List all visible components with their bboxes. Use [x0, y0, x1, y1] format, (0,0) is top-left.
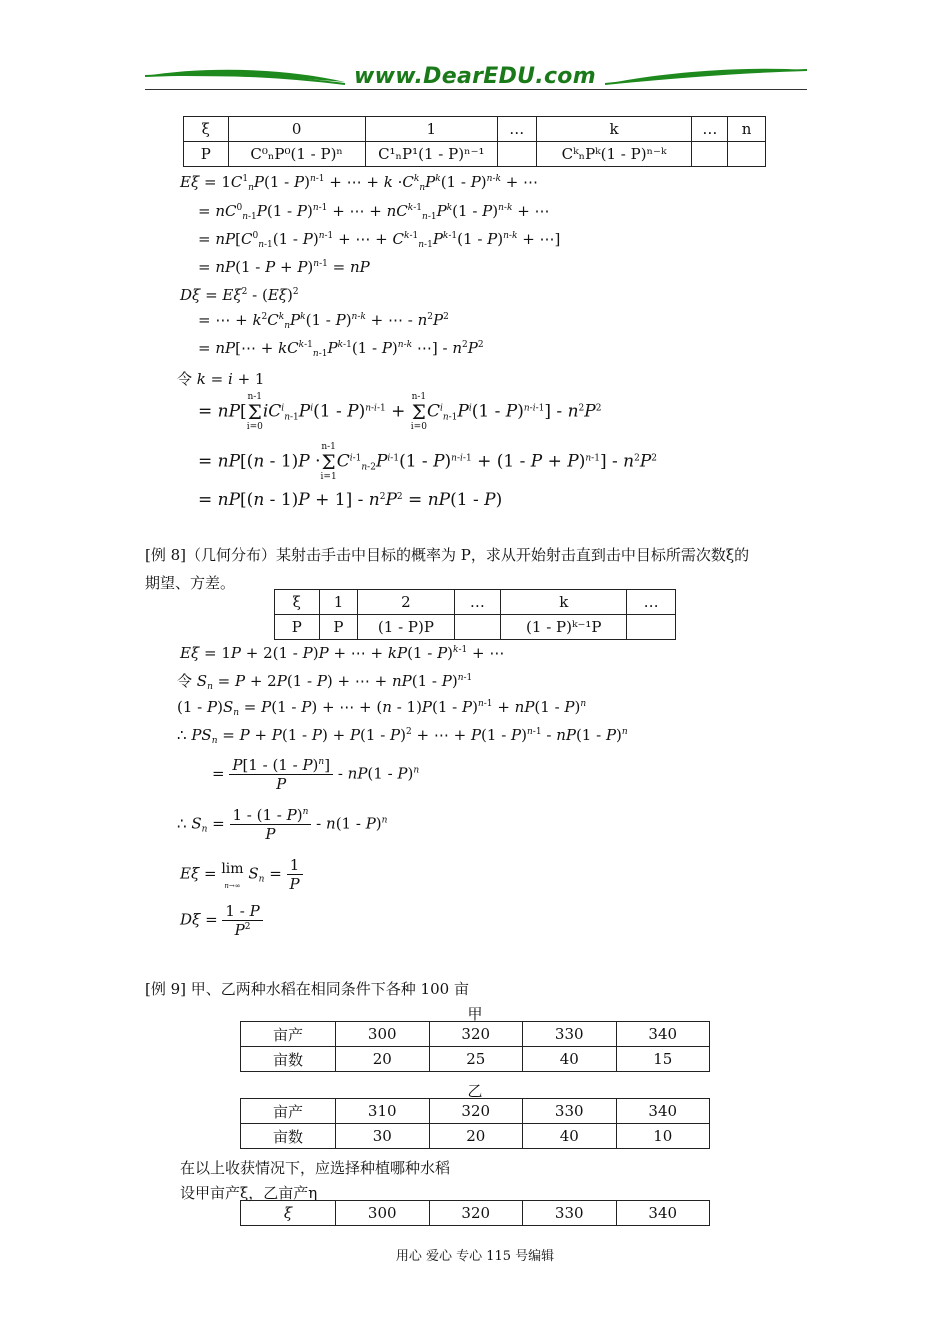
table-cell: 330 [523, 1022, 617, 1047]
rice-yi-table [240, 1098, 710, 1149]
table-cell: C⁰ₙP⁰(1 - P)ⁿ [228, 142, 365, 167]
table-row [241, 1124, 710, 1149]
table-cell: 340 [616, 1201, 710, 1226]
table-cell: 330 [523, 1099, 617, 1124]
table-row [241, 1022, 710, 1047]
table-cell: 300 [336, 1201, 430, 1226]
table-cell: P [184, 142, 229, 167]
formula-line: Eξ = lim n→∞ $S_n$ = $\frac{1}{P}$ [180, 856, 303, 893]
table-cell [692, 142, 728, 167]
table-cell: … [627, 590, 676, 615]
table-row [275, 590, 676, 615]
table-row [241, 1201, 710, 1226]
table-cell: ξ [275, 590, 320, 615]
table-cell: 40 [523, 1124, 617, 1149]
formula-line: 令 k = i + 1 [177, 370, 265, 388]
header-rule [145, 89, 807, 90]
table-cell: P [319, 615, 358, 640]
formula-line: $(1 - P)S_n = P(1 - P)$ + ⋯ + (n - 1)P(1 - P)$^{n-1}$ + nP(1 - P)$^n$ [177, 698, 587, 718]
table-cell: 1 [319, 590, 358, 615]
table-cell: … [692, 117, 728, 142]
table-cell: 340 [616, 1022, 710, 1047]
rice-xi-table [240, 1200, 710, 1226]
table-cell: 300 [336, 1022, 430, 1047]
table-cell: 亩产 [241, 1022, 336, 1047]
table-caption-jia: 甲 [467, 1005, 483, 1023]
table-cell: 亩数 [241, 1047, 336, 1072]
formula-line: $D\xi = E\xi^2 - (E\xi)^2$ [180, 286, 299, 304]
table-cell [497, 142, 536, 167]
example-8-title-cont: 期望、方差。 [145, 574, 236, 592]
table-cell: C¹ₙP¹(1 - P)ⁿ⁻¹ [365, 142, 497, 167]
table-cell: 亩数 [241, 1124, 336, 1149]
formula-line: Dξ = $\frac{1 - P}{P^2}$ [180, 902, 263, 939]
table-cell: 320 [429, 1201, 523, 1226]
table-cell: P [275, 615, 320, 640]
table-caption-yi: 乙 [467, 1082, 483, 1100]
table-cell [627, 615, 676, 640]
formula-line: = $nC^0_{n-1}P(1 - P)^{n-1}$ + ⋯ + $nC^{k-1}_{n-1}P^k(1 - P)^{n-k}$ + ⋯ [198, 202, 550, 222]
table-cell: … [497, 117, 536, 142]
example-9-question: 在以上收获情况下，应选择种植哪种水稻 [180, 1159, 451, 1177]
example-8-title: [例 8]（几何分布）某射击手击中目标的概率为 P，求从开始射击直到击中目标所需次数ξ的 [145, 546, 750, 564]
table-cell: 2 [358, 590, 454, 615]
formula-line: = nP[(n - 1)P ·n-1 Σ $i=1C^{i-1}_{n-2}P^{i-1}(1 - P)^{n-i-1} + (1 - P + P)^{n-1}] - n^2P^2$ [198, 442, 657, 482]
table-cell: (1 - P)P [358, 615, 454, 640]
geometric-table [274, 589, 676, 640]
table-cell [728, 142, 766, 167]
table-cell: 10 [616, 1124, 710, 1149]
table-cell: ξ [241, 1201, 336, 1226]
formula-line: = ⋯ + $k^2C^k_nP^k(1 - P)^{n-k}$ + ⋯ - $n^2P^2$ [198, 311, 449, 331]
table-cell: 1 [365, 117, 497, 142]
formula-line: = nP[⋯ + $kC^{k-1}_{n-1}P^{k-1}(1 - P)^{n-k}$ ⋯] - $n^2P^2$ [198, 339, 484, 359]
table-row [184, 142, 766, 167]
table-cell: … [454, 590, 501, 615]
formula-line: ∴ $PS_n = P + P(1 - P) + P(1 - P)^2$ + ⋯ + P(1 - P)$^{n-1}$ - nP(1 - P)$^n$ [177, 726, 628, 746]
table-cell: 0 [228, 117, 365, 142]
table-cell: 20 [336, 1047, 430, 1072]
table-row [241, 1047, 710, 1072]
table-row [241, 1099, 710, 1124]
table-cell: (1 - P)ᵏ⁻¹P [501, 615, 627, 640]
table-cell: ξ [184, 117, 229, 142]
formula-line: = nP[n-1 Σ $i=0iC^i_{n-1}P^i(1 - P)^{n-i-1} + n-1$ Σ $i=0C^i_{n-1}P^i(1 - P)^{n-i-1}] - n^2P^2$ [198, 392, 602, 432]
table-cell: 20 [429, 1124, 523, 1149]
table-row [275, 615, 676, 640]
formula-line: = $nP[C^0_{n-1}(1 - P)^{n-1}$ + ⋯ + $C^{k-1}_{n-1}P^{k-1}(1 - P)^{n-k}$ + ⋯] [198, 230, 561, 250]
site-logo[interactable]: www.DearEDU.com [354, 64, 596, 89]
table-cell: 310 [336, 1099, 430, 1124]
formula-line: = $\frac{P[1 - (1 - P)^n]}{P}$ - nP(1 - P)$^n$ [212, 756, 420, 793]
formula-line: ∴ $S_n$ = $\frac{1 - (1 - P)^n}{P}$ - n(1 - P)$^n$ [177, 806, 388, 843]
binomial-table [183, 116, 766, 167]
formula-line: Eξ = 1P + 2(1 - P)P + ⋯ + kP(1 - P)$^{k-1}$ + ⋯ [180, 644, 505, 662]
table-cell [454, 615, 501, 640]
formula-line: = $nP(1 - P + P)^{n-1}$ = nP [198, 258, 370, 276]
table-cell: 330 [523, 1201, 617, 1226]
rice-jia-table [240, 1021, 710, 1072]
table-cell: 340 [616, 1099, 710, 1124]
table-row [184, 117, 766, 142]
formula-line: 令 $S_n = P + 2P(1 - P)$ + ⋯ + nP(1 - P)$^{n-1}$ [177, 672, 473, 692]
example-9-title: [例 9] 甲、乙两种水稻在相同条件下各种 100 亩 [145, 980, 469, 998]
table-cell: 15 [616, 1047, 710, 1072]
example-9-setup: 设甲亩产ξ，乙亩产η [180, 1184, 318, 1202]
table-cell: k [501, 590, 627, 615]
table-cell: 320 [429, 1022, 523, 1047]
table-cell: 亩产 [241, 1099, 336, 1124]
page-footer: 用心 爱心 专心 115 号编辑 [395, 1249, 555, 1264]
table-cell: 40 [523, 1047, 617, 1072]
table-cell: CᵏₙPᵏ(1 - P)ⁿ⁻ᵏ [536, 142, 692, 167]
table-cell: 30 [336, 1124, 430, 1149]
formula-line: = $nP[(n - 1)P + 1] - n^2P^2 = nP(1 - P)$ [198, 490, 503, 510]
table-cell: 25 [429, 1047, 523, 1072]
formula-line: $E\xi = 1C^1_nP(1 - P)^{n-1}$ + ⋯ + $k \cdot C^k_nP^k(1 - P)^{n-k}$ + ⋯ [180, 173, 539, 193]
table-cell: 320 [429, 1099, 523, 1124]
table-cell: k [536, 117, 692, 142]
table-cell: n [728, 117, 766, 142]
